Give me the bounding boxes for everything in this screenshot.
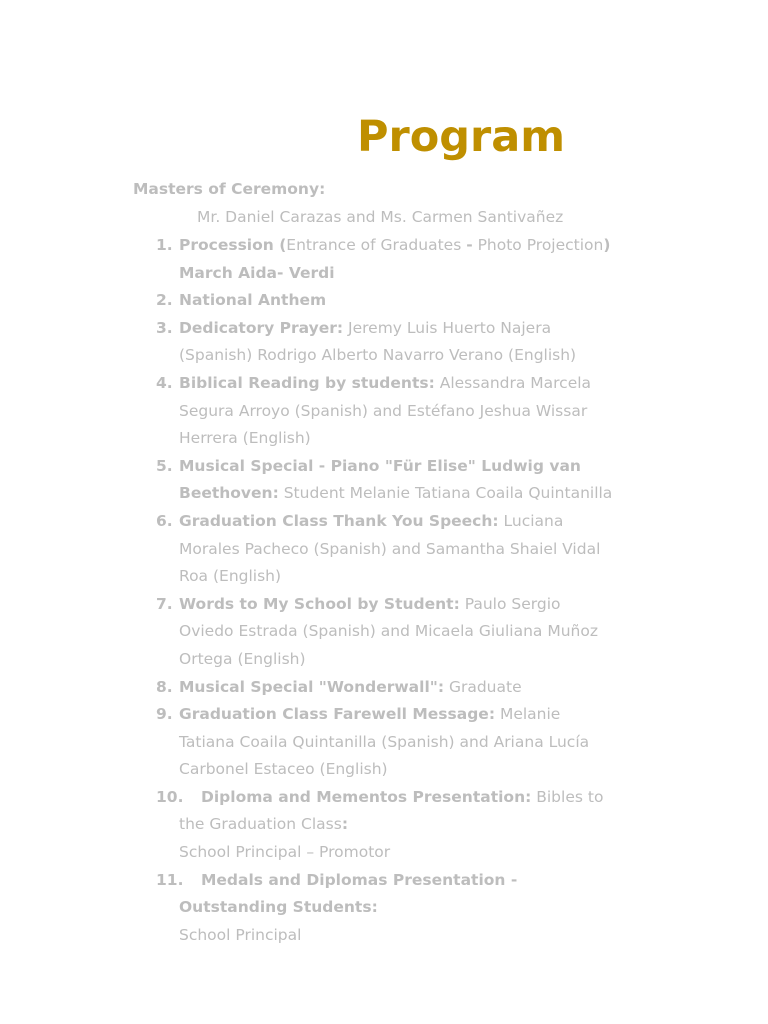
item-line: School Principal: [179, 925, 302, 944]
item-line: [179, 232, 659, 260]
item-detail: Alessandra Marcela: [434, 373, 592, 392]
item-number: 9.: [156, 705, 173, 724]
item-title: Beethoven:: [179, 484, 279, 503]
program-item-9: [0, 701, 768, 784]
item-detail: the Graduation Class: [179, 815, 342, 834]
item-line: [179, 591, 659, 619]
program-item-2: [0, 287, 768, 315]
program-item-8: [0, 674, 768, 702]
item-title: Words to My School by Student:: [179, 594, 460, 613]
masters-of-ceremony-names: Mr. Daniel Carazas and Ms. Carmen Santivañez: [197, 208, 564, 226]
item-title: Medals and Diplomas Presentation -: [201, 870, 518, 889]
masters-of-ceremony-label: Masters of Ceremony:: [133, 180, 326, 198]
program-list: [0, 232, 768, 949]
item-number: 3.: [156, 318, 173, 337]
program-item-3: [0, 315, 768, 370]
item-detail: Entrance of Graduates: [286, 236, 467, 254]
item-line: Segura Arroyo (Spanish) and Estéfano Jeshua Wissar: [179, 401, 588, 420]
item-line: [179, 370, 659, 398]
item-line: [179, 508, 659, 536]
item-line: Carbonel Estaceo (English): [179, 760, 388, 779]
item-line: [179, 811, 659, 839]
item-title: Dedicatory Prayer:: [179, 318, 344, 337]
program-item-11: [0, 867, 768, 950]
item-number: 7.: [156, 594, 173, 613]
program-item-6: [0, 508, 768, 591]
item-number: 5.: [156, 456, 173, 475]
item-title: Biblical Reading by students:: [179, 373, 435, 392]
item-paren: ): [603, 236, 611, 254]
item-title: Musical Special "Wonderwall":: [179, 677, 445, 696]
item-title: Outstanding Students:: [179, 898, 378, 917]
item-line: (Spanish) Rodrigo Alberto Navarro Verano (English): [179, 346, 577, 365]
item-number: 4.: [156, 373, 173, 392]
item-line: [179, 315, 659, 343]
item-line: Morales Pacheco (Spanish) and Samantha Shaiel Vidal: [179, 539, 601, 558]
item-title: Procession (: [179, 236, 287, 254]
item-detail: Student Melanie Tatiana Coaila Quintanilla: [278, 484, 613, 503]
item-number: 11.: [156, 870, 184, 889]
item-detail: Bibles to: [531, 787, 604, 806]
program-item-1: [0, 232, 768, 287]
item-number: 2.: [156, 291, 173, 310]
item-detail: Photo Projection: [472, 236, 604, 254]
item-number: 1.: [156, 236, 173, 254]
item-number: 10.: [156, 787, 184, 806]
item-dash: -: [466, 236, 473, 254]
item-title: Diploma and Mementos Presentation:: [201, 787, 532, 806]
item-line: [179, 701, 659, 729]
item-title: Graduation Class Farewell Message:: [179, 705, 496, 724]
item-detail: Paulo Sergio: [459, 594, 561, 613]
item-detail: Graduate: [444, 677, 522, 696]
item-title: Graduation Class Thank You Speech:: [179, 511, 499, 530]
program-item-7: [0, 591, 768, 674]
item-number: 6.: [156, 511, 173, 530]
item-detail: Melanie: [495, 705, 561, 724]
item-line: [179, 480, 659, 508]
program-item-10: [0, 784, 768, 867]
item-line: Ortega (English): [179, 649, 306, 668]
item-line: Herrera (English): [179, 429, 311, 448]
item-number: 8.: [156, 677, 173, 696]
item-detail: Jeremy Luis Huerto Najera: [343, 318, 552, 337]
item-line: School Principal – Promotor: [179, 843, 391, 862]
item-line: [201, 784, 661, 812]
item-line: Roa (English): [179, 567, 282, 586]
item-colon: :: [341, 815, 349, 834]
item-line: Oviedo Estrada (Spanish) and Micaela Giuliana Muñoz: [179, 622, 598, 641]
item-line: [179, 674, 659, 702]
item-detail: Luciana: [498, 511, 564, 530]
item-title: National Anthem: [179, 291, 327, 310]
item-line: Tatiana Coaila Quintanilla (Spanish) and Ariana Lucía: [179, 732, 590, 751]
item-title: Musical Special - Piano "Für Elise" Ludwig van: [179, 456, 581, 475]
program-item-5: [0, 453, 768, 508]
item-line: March Aida- Verdi: [179, 263, 335, 282]
program-item-4: [0, 370, 768, 453]
page-title: Program: [357, 112, 566, 162]
